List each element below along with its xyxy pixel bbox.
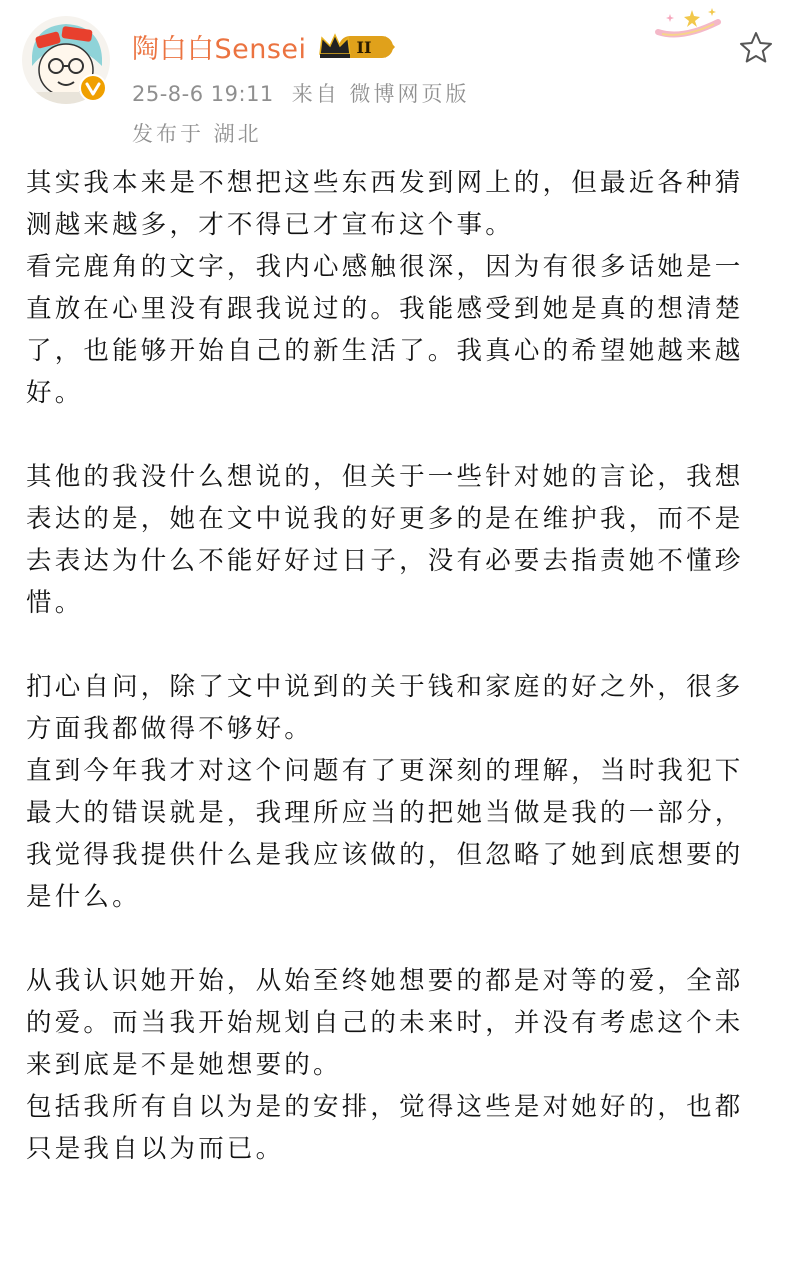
post-paragraph: 扪心自问，除了文中说到的关于钱和家庭的好之外，很多方面我都做得不够好。 (26, 672, 744, 744)
post-location: 发布于 湖北 (132, 122, 262, 146)
post-time: 25-8-6 19:11 (132, 82, 274, 106)
post-content (26, 162, 766, 1170)
post-paragraph: 直到今年我才对这个问题有了更深刻的理解，当时我犯下最大的错误就是，我理所应当的把她当做是我的一部分，我觉得我提供什么是我应该做的，但忽略了她到底想要的是什么。 (26, 756, 744, 912)
post-header (0, 0, 800, 150)
verified-badge-icon (79, 74, 107, 102)
post-paragraph: 看完鹿角的文字，我内心感触很深，因为有很多话她是一直放在心里没有跟我说过的。我能感受到她是真的想清楚了，也能够开始自己的新生活了。我真心的希望她越来越好。 (26, 252, 744, 408)
post-meta (132, 78, 469, 108)
author-name[interactable]: 陶白白Sensei (132, 33, 307, 65)
vip-level: II (356, 38, 372, 57)
post-paragraph: 其他的我没什么想说的，但关于一些针对她的言论，我想表达的是，她在文中说我的好更多的是在维护我，而不是去表达为什么不能好好过日子，没有必要去指责她不懂珍惜。 (26, 462, 744, 618)
sparkle-decoration-icon (652, 4, 724, 44)
post-source[interactable]: 来自 微博网页版 (291, 82, 470, 106)
post-paragraph: 包括我所有自以为是的安排，觉得这些是对她好的，也都只是我自以为而已。 (26, 1092, 744, 1164)
crown-icon[interactable] (317, 30, 397, 62)
author-avatar[interactable] (22, 16, 110, 104)
author-name-row (132, 26, 397, 66)
star-outline-icon[interactable] (738, 30, 774, 66)
post-paragraph: 从我认识她开始，从始至终她想要的都是对等的爱，全部的爱。而当我开始规划自己的未来时，并没有考虑这个未来到底是不是她想要的。 (26, 966, 744, 1080)
post-paragraph: 其实我本来是不想把这些东西发到网上的，但最近各种猜测越来越多，才不得已才宣布这个事。 (26, 168, 744, 240)
